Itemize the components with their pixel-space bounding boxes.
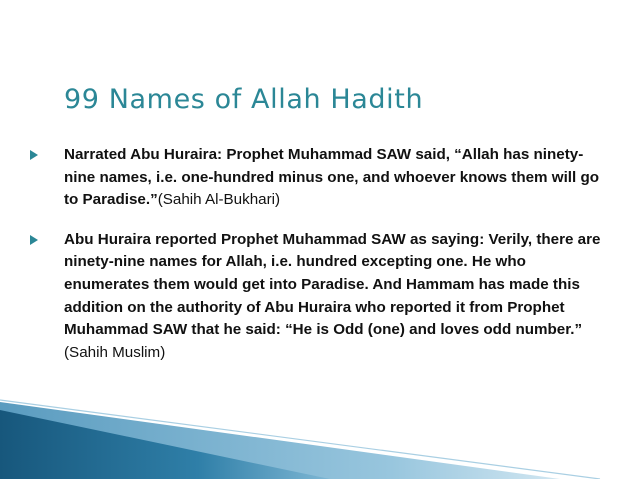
wave-decoration [0, 380, 638, 479]
hadith-quote: Abu Huraira reported Prophet Muhammad SAW as saying: Verily, there are ninety-nine names for Allah, i.e. hundred excepting one. He who enumerates them would get into Paradise. And Hammam has made this addition on the authority of Abu Huraira who reported it from Prophet Muhammad SAW that he said: “He is Odd (one) and loves odd number.” [64, 230, 601, 339]
hadith-source: (Sahih Al-Bukhari) [157, 191, 281, 209]
hadith-quote: Narrated Abu Huraira: Prophet Muhammad SAW said, “Allah has ninety-nine names, i.e. one-hundred minus one, and whoever knows them will go to Paradise.” [64, 146, 600, 209]
bullet-item-bukhari [30, 144, 610, 212]
slide-title: 99 Names of Allah Hadith [64, 84, 424, 115]
bullet-item-muslim [30, 229, 610, 365]
triangle-bullet-icon [30, 235, 38, 245]
bullet-list [30, 144, 610, 381]
hadith-source: (Sahih Muslim) [64, 343, 166, 361]
triangle-bullet-icon [30, 150, 38, 160]
